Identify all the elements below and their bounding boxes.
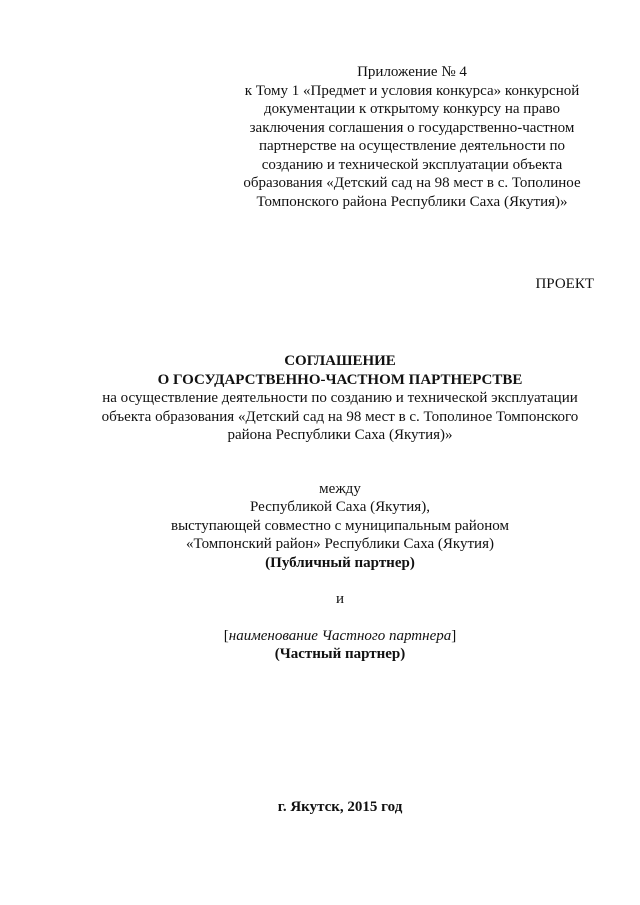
appendix-line: заключения соглашения о государственно-частном <box>249 119 575 136</box>
appendix-line: документации к открытому конкурсу на право <box>264 101 560 117</box>
spacer <box>40 609 640 627</box>
agreement-title-block <box>40 352 640 664</box>
public-party-line: выступающей совместно с муниципальным районом <box>171 517 509 534</box>
agreement-title: СОГЛАШЕНИЕ <box>284 353 396 369</box>
appendix-line: Приложение № 4 <box>357 64 467 80</box>
appendix-line: образования «Детский сад на 98 мест в с. Тополиное <box>243 175 581 191</box>
draft-stamp: ПРОЕКТ <box>535 276 594 292</box>
agreement-subject-line: объекта образования «Детский сад на 98 мест в с. Тополиное Томпонского <box>101 408 579 425</box>
agreement-subtitle: О ГОСУДАРСТВЕННО-ЧАСТНОМ ПАРТНЕРСТВЕ <box>157 371 523 388</box>
agreement-subject-line: района Республики Саха (Якутия)» <box>227 427 453 443</box>
bracket-close: ] <box>451 627 457 644</box>
agreement-subject-line: на осуществление деятельности по созданию и технической эксплуатации <box>102 390 578 406</box>
appendix-line: к Тому 1 «Предмет и условия конкурса» конкурсной <box>244 82 580 99</box>
private-partner-name-placeholder: наименование Частного партнера <box>228 627 452 644</box>
private-partner-role: (Частный партнер) <box>274 646 406 662</box>
between-label: между <box>319 480 361 497</box>
and-label: и <box>335 591 345 607</box>
public-partner-role: (Публичный партнер) <box>265 554 415 571</box>
spacer <box>40 572 640 590</box>
public-party-line: Республикой Саха (Якутия), <box>250 499 430 515</box>
bracket-open: [ <box>223 627 229 644</box>
appendix-line: партнерстве на осуществление деятельности по <box>258 138 566 154</box>
place-and-year: г. Якутск, 2015 год <box>277 799 403 815</box>
appendix-line: созданию и технической эксплуатации объекта <box>261 156 563 173</box>
public-party-line: «Томпонский район» Республики Саха (Якутия) <box>186 536 494 552</box>
spacer <box>40 445 640 480</box>
appendix-header <box>236 63 588 211</box>
appendix-line: Томпонского района Республики Саха (Якутия)» <box>256 193 568 210</box>
private-partner-name <box>40 627 640 646</box>
